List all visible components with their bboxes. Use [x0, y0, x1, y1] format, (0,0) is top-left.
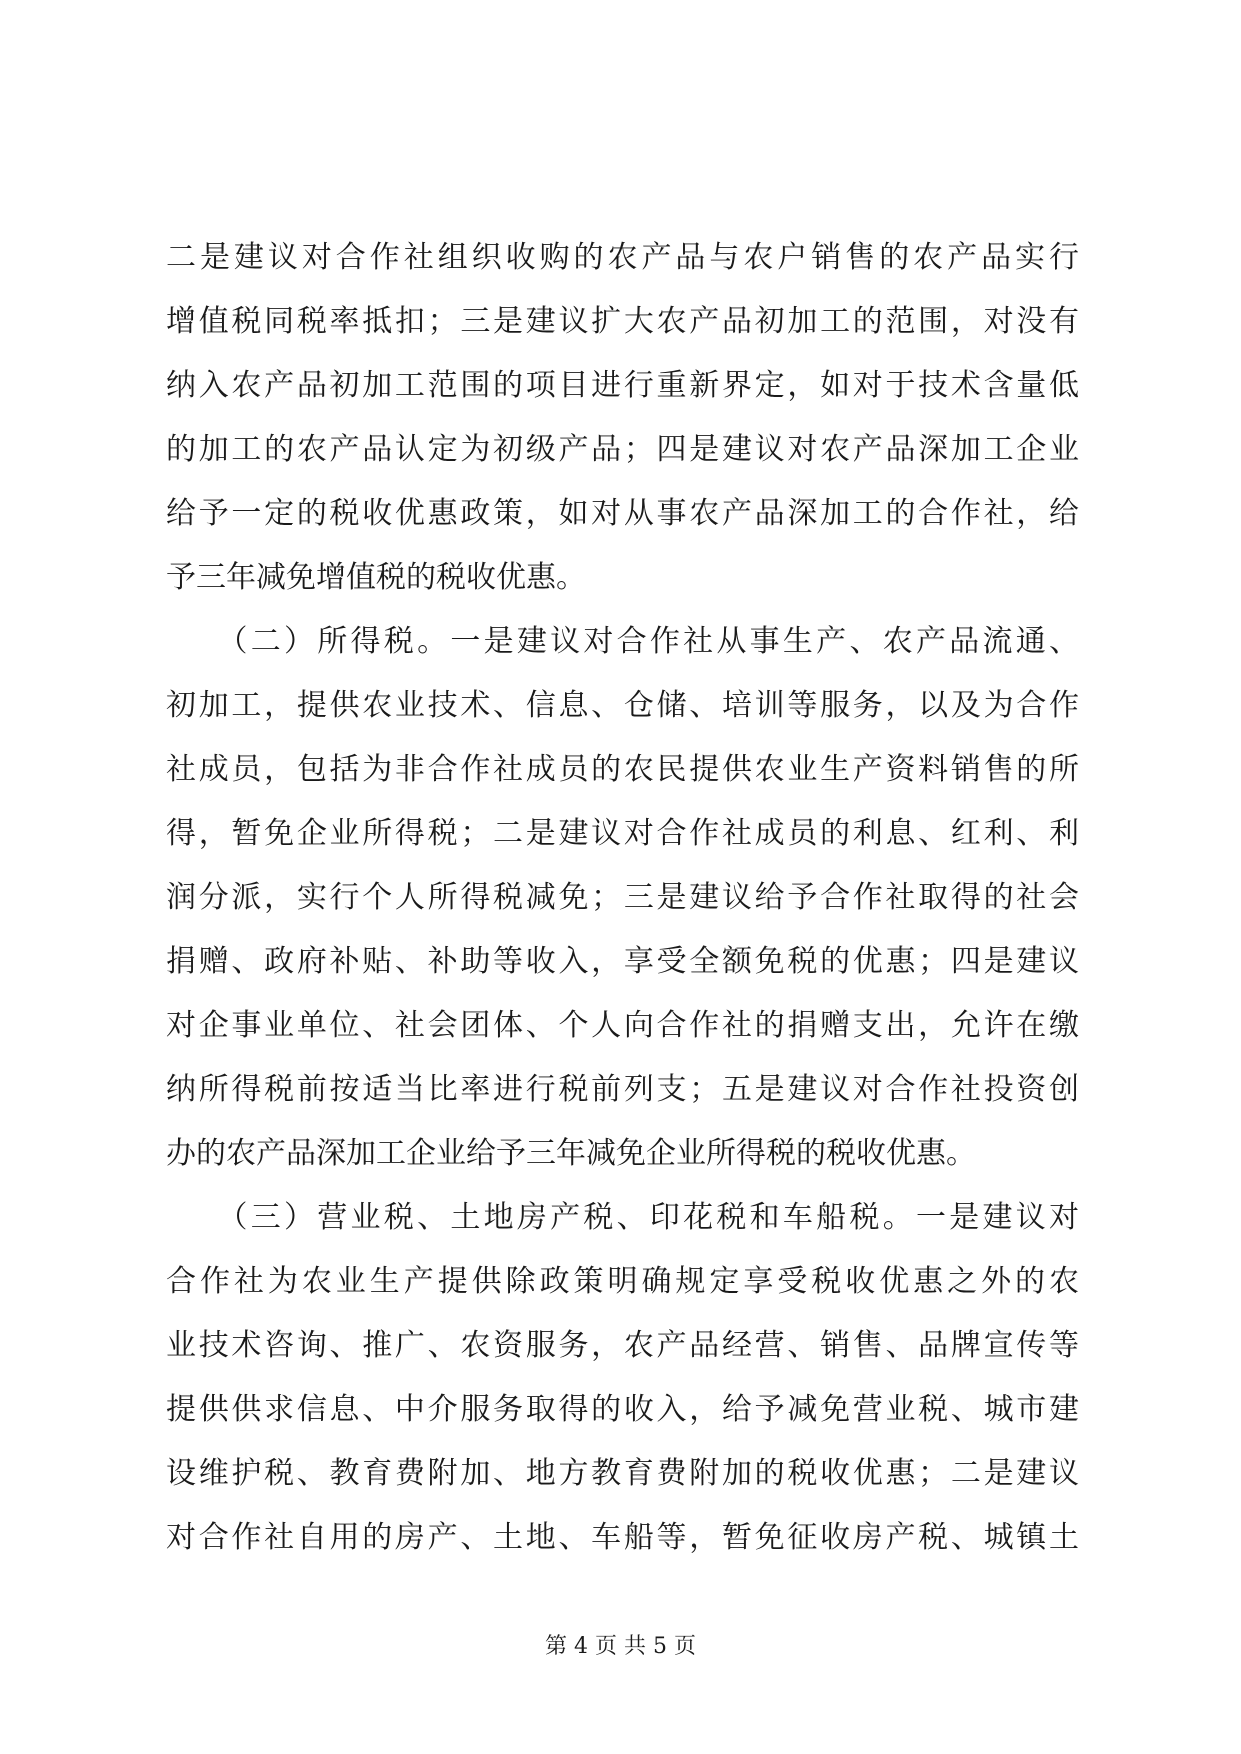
text-line: 业技术咨询、推广、农资服务，农产品经营、销售、品牌宣传等	[166, 1328, 1079, 1363]
text-line: 对合作社自用的房产、土地、车船等，暂免征收房产税、城镇土	[166, 1520, 1079, 1555]
text-line: 纳入农产品初加工范围的项目进行重新界定，如对于技术含量低	[166, 368, 1079, 403]
text-line: 提供供求信息、中介服务取得的收入，给予减免营业税、城市建	[166, 1392, 1079, 1427]
text-line: 对企事业单位、社会团体、个人向合作社的捐赠支出，允许在缴	[166, 1008, 1079, 1043]
text-line: 设维护税、教育费附加、地方教育费附加的税收优惠；二是建议	[166, 1456, 1079, 1491]
text-line: 的加工的农产品认定为初级产品；四是建议对农产品深加工企业	[166, 432, 1079, 467]
page-number-footer: 第 4 页 共 5 页	[545, 1634, 696, 1659]
text-line: 社成员，包括为非合作社成员的农民提供农业生产资料销售的所	[166, 752, 1079, 787]
text-line: （二）所得税。一是建议对合作社从事生产、农产品流通、	[166, 624, 1079, 659]
text-line: （三）营业税、土地房产税、印花税和车船税。一是建议对	[166, 1200, 1079, 1235]
body-text	[166, 226, 1079, 1570]
text-line: 二是建议对合作社组织收购的农产品与农户销售的农产品实行	[166, 240, 1079, 275]
text-line: 得，暂免企业所得税；二是建议对合作社成员的利息、红利、利	[166, 816, 1079, 851]
text-line-paragraph-end: 办的农产品深加工企业给予三年减免企业所得税的税收优惠。	[166, 1136, 976, 1171]
text-line: 捐赠、政府补贴、补助等收入，享受全额免税的优惠；四是建议	[166, 944, 1079, 979]
text-line: 合作社为农业生产提供除政策明确规定享受税收优惠之外的农	[166, 1264, 1079, 1299]
text-line: 增值税同税率抵扣；三是建议扩大农产品初加工的范围，对没有	[166, 304, 1079, 339]
text-line: 润分派，实行个人所得税减免；三是建议给予合作社取得的社会	[166, 880, 1079, 915]
text-line-paragraph-end: 予三年减免增值税的税收优惠。	[166, 560, 586, 595]
text-line: 初加工，提供农业技术、信息、仓储、培训等服务，以及为合作	[166, 688, 1079, 723]
text-line: 给予一定的税收优惠政策，如对从事农产品深加工的合作社，给	[166, 496, 1079, 531]
text-line: 纳所得税前按适当比率进行税前列支；五是建议对合作社投资创	[166, 1072, 1079, 1107]
